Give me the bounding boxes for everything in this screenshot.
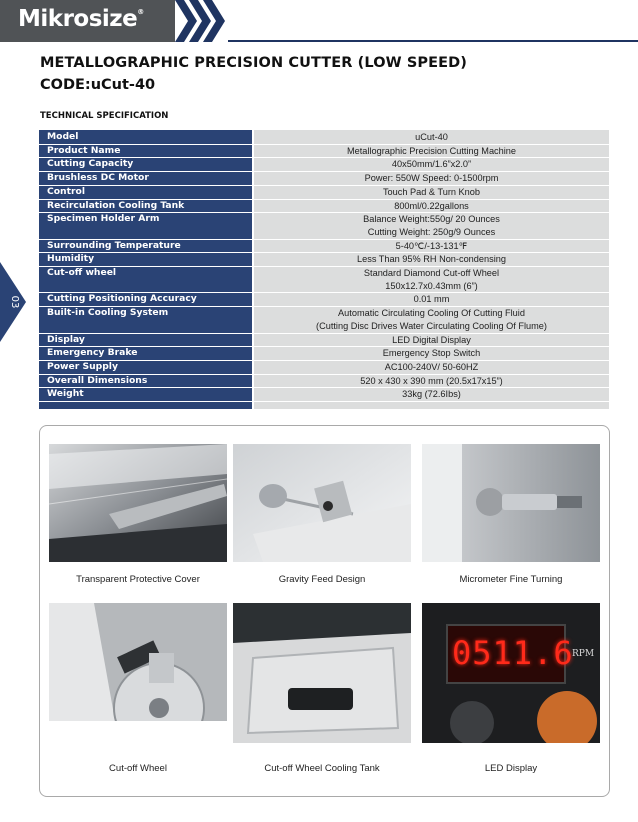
spec-value-line: Emergency Stop Switch: [382, 348, 481, 359]
spec-label: Cutting Capacity: [39, 158, 253, 172]
logo-panel: [0, 0, 175, 42]
chevron-arrows-icon: [175, 0, 230, 42]
spec-value: [253, 374, 609, 388]
led-unit-label: RPM: [572, 649, 595, 659]
spec-value: [253, 307, 609, 333]
spec-value-line: 5-40℃/-13-131℉: [395, 240, 468, 251]
spec-value: [253, 199, 609, 213]
caption-micrometer: Micrometer Fine Turning: [459, 574, 563, 585]
photo-cooling-tank: [233, 603, 411, 743]
spec-value-line: LED Digital Display: [392, 334, 471, 345]
spec-value-line: 800ml/0.22gallons: [394, 200, 469, 211]
spec-label: Product Name: [39, 144, 253, 158]
caption-cooling-tank: Cut-off Wheel Cooling Tank: [264, 763, 380, 774]
spec-value-line: Touch Pad & Turn Knob: [382, 186, 481, 197]
spec-value-line: Automatic Circulating Cooling Of Cutting Fluid: [338, 308, 525, 319]
spec-row: [39, 172, 609, 186]
brand-logo: Mikrosize®: [18, 6, 144, 32]
spec-value-line: uCut-40: [415, 132, 448, 142]
spec-row: [39, 199, 609, 213]
spec-row: [39, 267, 609, 293]
spec-footer-left: [39, 402, 253, 410]
spec-label: Built-in Cooling System: [39, 307, 253, 333]
spec-value: [253, 239, 609, 253]
photo-cutoff-wheel: [49, 603, 227, 721]
spec-label: Brushless DC Motor: [39, 172, 253, 186]
caption-protective-cover: Transparent Protective Cover: [76, 574, 200, 585]
spec-row: [39, 388, 609, 402]
spec-label: Recirculation Cooling Tank: [39, 199, 253, 213]
feature-gallery: [39, 425, 610, 797]
page-title: METALLOGRAPHIC PRECISION CUTTER (LOW SPEED): [40, 55, 468, 71]
spec-value-line: Metallographic Precision Cutting Machine: [346, 145, 517, 156]
spec-value: [253, 144, 609, 158]
product-code: CODE:uCut-40: [40, 77, 156, 93]
caption-gravity-feed: Gravity Feed Design: [278, 574, 366, 585]
spec-value-line: 0.01 mm: [413, 294, 450, 305]
spec-value: [253, 293, 609, 307]
photo-gravity-feed: [233, 444, 411, 562]
spec-row: [39, 130, 609, 144]
page-number: 03: [9, 295, 20, 309]
spec-value-line: 33kg (72.6Ibs): [402, 389, 461, 400]
spec-value: [253, 158, 609, 172]
spec-value-line: Standard Diamond Cut-off Wheel: [363, 268, 500, 279]
spec-value: [253, 360, 609, 374]
spec-value: [253, 253, 609, 267]
spec-value-line: (Cutting Disc Drives Water Circulating Cooling Of Flume): [316, 320, 547, 331]
spec-row: [39, 239, 609, 253]
spec-label: Surrounding Temperature: [39, 239, 253, 253]
photo-led-display: [422, 603, 600, 743]
spec-value-line: 150x12.7x0.43mm (6”): [385, 280, 478, 291]
header-rule: [228, 40, 638, 42]
header-band: [0, 0, 638, 42]
spec-row: [39, 253, 609, 267]
spec-value-line: Balance Weight:550g/ 20 Ounces: [363, 214, 500, 225]
caption-cutoff-wheel: Cut-off Wheel: [109, 763, 167, 774]
spec-label: Power Supply: [39, 360, 253, 374]
spec-value-line: AC100-240V/ 50-60HZ: [384, 361, 479, 372]
spec-row: [39, 293, 609, 307]
spec-label: Cut-off wheel: [39, 267, 253, 293]
spec-label: Display: [39, 333, 253, 347]
spec-row: [39, 347, 609, 361]
spec-value: [253, 172, 609, 186]
spec-row: [39, 185, 609, 199]
section-heading: TECHNICAL SPECIFICATION: [40, 111, 169, 121]
spec-row: [39, 213, 609, 239]
photo-micrometer: [422, 444, 600, 562]
spec-value: [253, 185, 609, 199]
spec-label: Overall Dimensions: [39, 374, 253, 388]
spec-label: Model: [39, 130, 253, 144]
spec-value-line: Less Than 95% RH Non-condensing: [357, 254, 506, 265]
spec-row: [39, 144, 609, 158]
spec-label: Specimen Holder Arm: [39, 213, 253, 239]
spec-label: Emergency Brake: [39, 347, 253, 361]
spec-label: Weight: [39, 388, 253, 402]
spec-row: [39, 374, 609, 388]
spec-footer-right: [253, 402, 609, 410]
led-readout: 0511.6: [452, 634, 574, 672]
spec-value: [253, 347, 609, 361]
spec-value: [253, 388, 609, 402]
spec-value-line: Power: 550W Speed: 0-1500rpm: [364, 173, 499, 184]
spec-row: [39, 307, 609, 333]
spec-row: [39, 333, 609, 347]
spec-value: [253, 267, 609, 293]
spec-value: [253, 213, 609, 239]
spec-value-line: Cutting Weight: 250g/9 Ounces: [367, 226, 496, 237]
spec-label: Humidity: [39, 253, 253, 267]
spec-value: [253, 333, 609, 347]
spec-row: [39, 360, 609, 374]
caption-led-display: LED Display: [484, 763, 538, 774]
spec-label: Cutting Positioning Accuracy: [39, 293, 253, 307]
spec-value-line: 40x50mm/1.6”x2.0”: [391, 159, 472, 170]
spec-value-line: 520 x 430 x 390 mm (20.5x17x15”): [360, 375, 503, 386]
spec-table-footer: [39, 402, 609, 410]
spec-value: [253, 130, 609, 144]
photo-protective-cover: [49, 444, 227, 562]
spec-row: [39, 158, 609, 172]
spec-label: Control: [39, 185, 253, 199]
spec-table: [39, 130, 609, 410]
